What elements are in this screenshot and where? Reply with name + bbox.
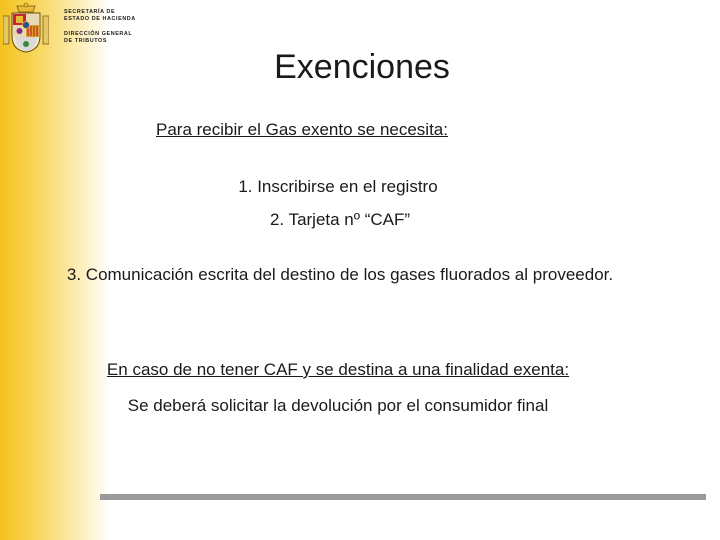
slide-subtitle: Para recibir el Gas exento se necesita:: [156, 120, 448, 139]
step-item: 2. Tarjeta nº “CAF”: [269, 210, 411, 229]
ministry-line: ESTADO DE HACIENDA: [64, 16, 136, 22]
coat-of-arms-icon: [3, 2, 49, 54]
note-heading: En caso de no tener CAF y se destina a una finalidad exenta:: [106, 360, 570, 379]
ministry-line: DIRECCIÓN GENERAL: [64, 31, 133, 37]
step-item: 3. Comunicación escrita del destino de los gases fluorados al proveedor.: [66, 265, 614, 284]
step-item: 1. Inscribirse en el registro: [238, 177, 438, 196]
ministry-line: SECRETARÍA DE: [64, 9, 116, 15]
slide-title: Exenciones: [274, 48, 450, 86]
footer-divider: [100, 494, 706, 500]
note-body: Se deberá solicitar la devolución por el consumidor final: [127, 396, 549, 415]
ministry-line: DE TRIBUTOS: [64, 38, 108, 44]
ministry-heading: [64, 9, 136, 45]
